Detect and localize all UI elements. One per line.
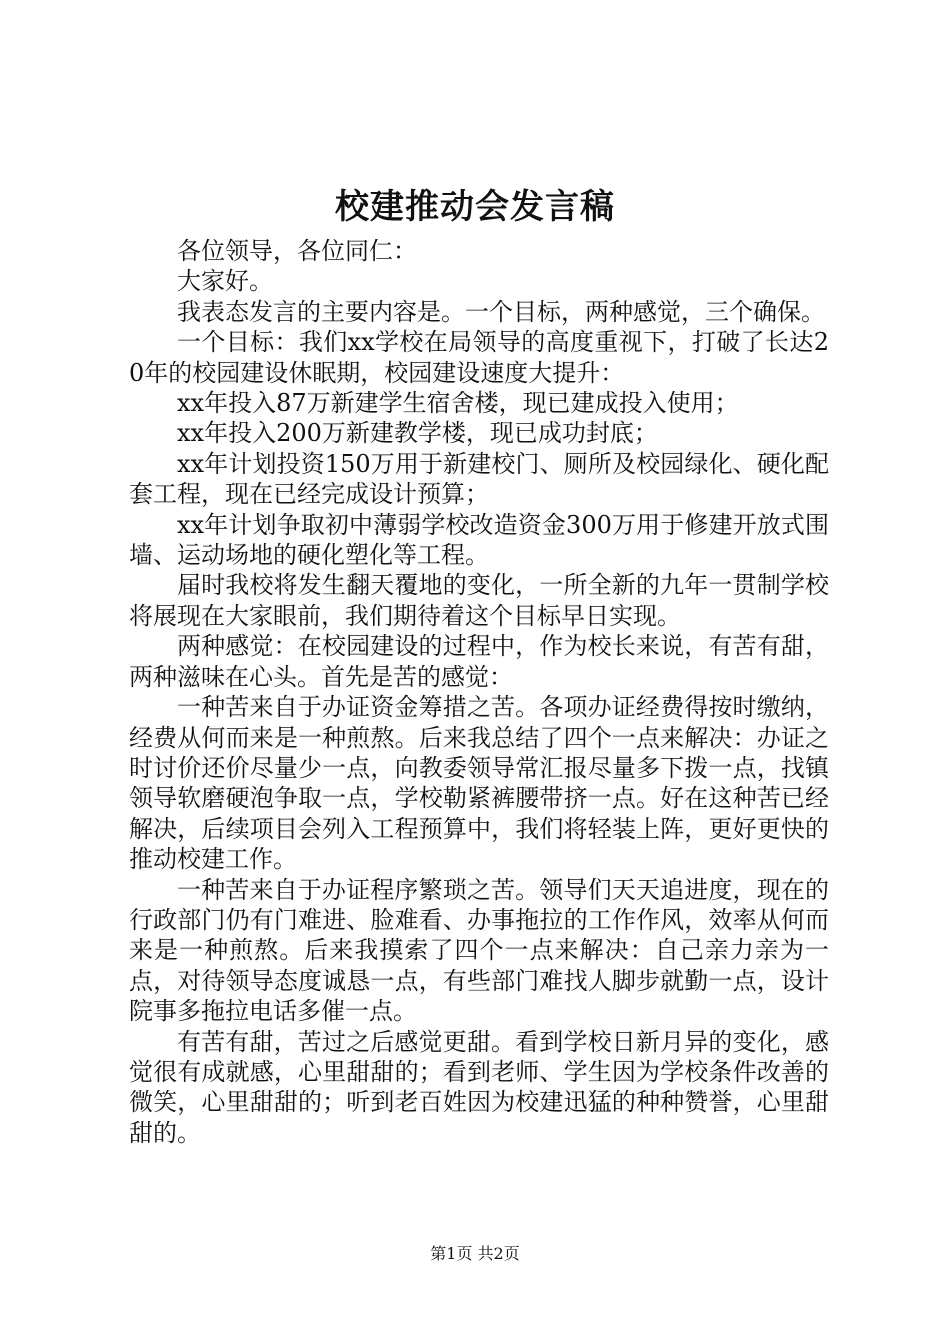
paragraph-goal: 一个目标：我们xx学校在局领导的高度重视下，打破了长达20年的校园建设休眠期，校园建设速度大提升： bbox=[129, 328, 829, 387]
paragraph-teaching-building: xx年投入200万新建教学楼，现已成功封底； bbox=[177, 419, 658, 448]
page-indicator: 第1页 共2页 bbox=[430, 1244, 520, 1263]
paragraph-dormitory: xx年投入87万新建学生宿舍楼，现已建成投入使用； bbox=[177, 389, 739, 418]
paragraph-outline: 我表态发言的主要内容是。一个目标，两种感觉，三个确保。 bbox=[177, 297, 825, 326]
paragraph-salutation: 各位领导，各位同仁： bbox=[177, 237, 417, 265]
paragraph-vision: 届时我校将发生翻天覆地的变化，一所全新的九年一贯制学校将展现在大家眼前，我们期待着这个目标早日实现。 bbox=[129, 571, 829, 630]
paragraph-funding-hardship: 一种苦来自于办证资金筹措之苦。各项办证经费得按时缴纳，经费从何而来是一种煎熬。后来我总结了四个一点来解决：办证之时讨价还价尽量少一点，向教委领导常汇报尽量多下拨一点，找镇领导软磨硬泡争取一点，学校勒紧裤腰带挤一点。好在这种苦已经解决，后续项目会列入工程预算中，我们将轻装上阵，更好更快的推动校建工作。 bbox=[129, 693, 829, 874]
paragraph-procedure-hardship: 一种苦来自于办证程序繁琐之苦。领导们天天追进度，现在的行政部门仍有门难进、脸难看、办事拖拉的工作作风，效率从何而来是一种煎熬。后来我摸索了四个一点来解决：自己亲力亲为一点，对待领导态度诚恳一点，有些部门难找人脚步就勤一点，设计院事多拖拉电话多催一点。 bbox=[129, 875, 829, 1026]
paragraph-greeting: 大家好。 bbox=[177, 267, 273, 296]
document-title: 校建推动会发言稿 bbox=[335, 187, 615, 227]
paragraph-sweetness: 有苦有甜，苦过之后感觉更甜。看到学校日新月异的变化，感觉很有成就感，心里甜甜的；看到老师、学生因为学校条件改善的微笑，心里甜甜的；听到老百姓因为校建迅猛的种种赞誉，心里甜甜的。 bbox=[129, 1027, 829, 1147]
paragraph-gate-plan: xx年计划投资150万用于新建校门、厕所及校园绿化、硬化配套工程，现在已经完成设计预算； bbox=[129, 449, 829, 509]
paragraph-renovation-fund: xx年计划争取初中薄弱学校改造资金300万用于修建开放式围墙、运动场地的硬化塑化等工程。 bbox=[129, 510, 829, 570]
paragraph-two-feelings: 两种感觉：在校园建设的过程中，作为校长来说，有苦有甜，两种滋味在心头。首先是苦的感觉： bbox=[129, 632, 829, 691]
document-body bbox=[129, 236, 829, 1148]
